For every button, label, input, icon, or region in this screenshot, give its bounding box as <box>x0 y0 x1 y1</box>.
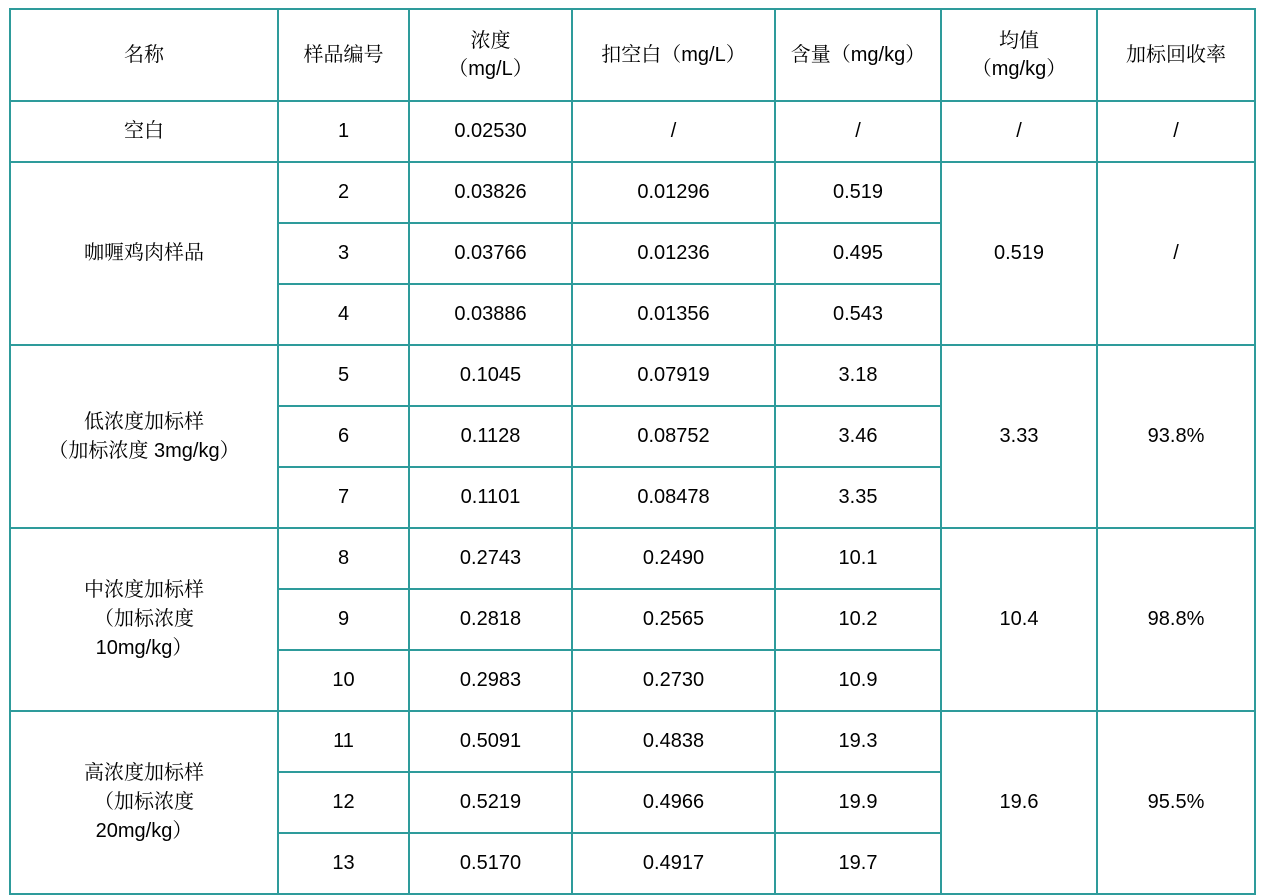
document-page <box>0 8 1263 874</box>
cell-mean: 19.6 <box>941 711 1097 894</box>
column-header-content <box>775 9 941 101</box>
table-row <box>10 101 1255 162</box>
cell-recovery: 95.5% <box>1097 711 1255 894</box>
cell-content: / <box>775 101 941 162</box>
cell-concentration: 0.5170 <box>409 833 572 894</box>
cell-mean: 0.519 <box>941 162 1097 345</box>
table-row <box>10 528 1255 589</box>
column-header-concentration <box>409 9 572 101</box>
cell-concentration: 0.03826 <box>409 162 572 223</box>
cell-blank-subtracted: 0.01236 <box>572 223 775 284</box>
group-name-line: 高浓度加标样 <box>84 762 204 784</box>
cell-content: 3.18 <box>775 345 941 406</box>
cell-sample-id: 5 <box>278 345 409 406</box>
column-header-sample-id <box>278 9 409 101</box>
cell-sample-id: 2 <box>278 162 409 223</box>
cell-content: 19.3 <box>775 711 941 772</box>
column-header-recovery-line-1: 加标回收率 <box>1126 44 1226 66</box>
cell-content: 0.495 <box>775 223 941 284</box>
cell-concentration: 0.2743 <box>409 528 572 589</box>
group-name-line: 空白 <box>124 120 164 142</box>
cell-blank-subtracted: 0.4917 <box>572 833 775 894</box>
group-name-cell <box>10 345 278 528</box>
cell-concentration: 0.5091 <box>409 711 572 772</box>
group-name-cell <box>10 711 278 894</box>
table-header-row <box>10 9 1255 101</box>
column-header-blank-subtracted-line-1: 扣空白（mg/L） <box>601 44 746 66</box>
column-header-content-line-1: 含量（mg/kg） <box>790 44 926 66</box>
cell-content: 10.2 <box>775 589 941 650</box>
group-name-line: 10mg/kg） <box>95 637 193 659</box>
cell-sample-id: 13 <box>278 833 409 894</box>
cell-recovery: / <box>1097 162 1255 345</box>
column-header-blank-subtracted <box>572 9 775 101</box>
cell-concentration: 0.2983 <box>409 650 572 711</box>
cell-concentration: 0.1045 <box>409 345 572 406</box>
cell-content: 19.7 <box>775 833 941 894</box>
cell-concentration: 0.2818 <box>409 589 572 650</box>
cell-sample-id: 3 <box>278 223 409 284</box>
cell-content: 3.35 <box>775 467 941 528</box>
cell-content: 10.1 <box>775 528 941 589</box>
cell-sample-id: 7 <box>278 467 409 528</box>
column-header-concentration-line-2: （mg/L） <box>448 58 533 80</box>
cell-content: 0.543 <box>775 284 941 345</box>
table-row <box>10 711 1255 772</box>
table-row <box>10 345 1255 406</box>
cell-sample-id: 12 <box>278 772 409 833</box>
column-header-recovery <box>1097 9 1255 101</box>
group-name-line: 中浓度加标样 <box>84 579 204 601</box>
cell-blank-subtracted: 0.4966 <box>572 772 775 833</box>
cell-sample-id: 10 <box>278 650 409 711</box>
cell-concentration: 0.5219 <box>409 772 572 833</box>
cell-blank-subtracted: 0.4838 <box>572 711 775 772</box>
cell-blank-subtracted: / <box>572 101 775 162</box>
cell-blank-subtracted: 0.2730 <box>572 650 775 711</box>
cell-sample-id: 1 <box>278 101 409 162</box>
column-header-mean <box>941 9 1097 101</box>
column-header-sample-id-line-1: 样品编号 <box>303 44 384 66</box>
cell-blank-subtracted: 0.2490 <box>572 528 775 589</box>
group-name-line: 咖喱鸡肉样品 <box>84 242 204 264</box>
cell-sample-id: 6 <box>278 406 409 467</box>
cell-recovery: / <box>1097 101 1255 162</box>
cell-mean: 10.4 <box>941 528 1097 711</box>
group-name-line: （加标浓度 <box>94 608 194 630</box>
cell-concentration: 0.03766 <box>409 223 572 284</box>
column-header-name-line-1: 名称 <box>124 44 164 66</box>
cell-blank-subtracted: 0.01296 <box>572 162 775 223</box>
group-name-cell <box>10 162 278 345</box>
group-name-line: （加标浓度 3mg/kg） <box>48 439 240 462</box>
cell-concentration: 0.1101 <box>409 467 572 528</box>
cell-blank-subtracted: 0.07919 <box>572 345 775 406</box>
table-body <box>10 9 1255 894</box>
column-header-mean-line-1: 均值 <box>999 30 1039 52</box>
cell-sample-id: 8 <box>278 528 409 589</box>
cell-concentration: 0.02530 <box>409 101 572 162</box>
group-name-cell <box>10 528 278 711</box>
column-header-name <box>10 9 278 101</box>
column-header-mean-line-2: （mg/kg） <box>971 58 1067 80</box>
results-table <box>9 8 1256 895</box>
group-name-line: 低浓度加标样 <box>84 410 204 433</box>
cell-sample-id: 11 <box>278 711 409 772</box>
column-header-concentration-line-1: 浓度 <box>470 30 511 52</box>
cell-content: 0.519 <box>775 162 941 223</box>
cell-concentration: 0.03886 <box>409 284 572 345</box>
cell-sample-id: 4 <box>278 284 409 345</box>
cell-content: 19.9 <box>775 772 941 833</box>
cell-blank-subtracted: 0.01356 <box>572 284 775 345</box>
group-name-cell <box>10 101 278 162</box>
group-name-line: 20mg/kg） <box>95 820 193 842</box>
cell-recovery: 93.8% <box>1097 345 1255 528</box>
cell-recovery: 98.8% <box>1097 528 1255 711</box>
cell-concentration: 0.1128 <box>409 406 572 467</box>
cell-mean: / <box>941 101 1097 162</box>
cell-content: 10.9 <box>775 650 941 711</box>
cell-blank-subtracted: 0.2565 <box>572 589 775 650</box>
cell-content: 3.46 <box>775 406 941 467</box>
table-row <box>10 162 1255 223</box>
cell-mean: 3.33 <box>941 345 1097 528</box>
cell-sample-id: 9 <box>278 589 409 650</box>
cell-blank-subtracted: 0.08752 <box>572 406 775 467</box>
group-name-line: （加标浓度 <box>94 791 194 813</box>
cell-blank-subtracted: 0.08478 <box>572 467 775 528</box>
